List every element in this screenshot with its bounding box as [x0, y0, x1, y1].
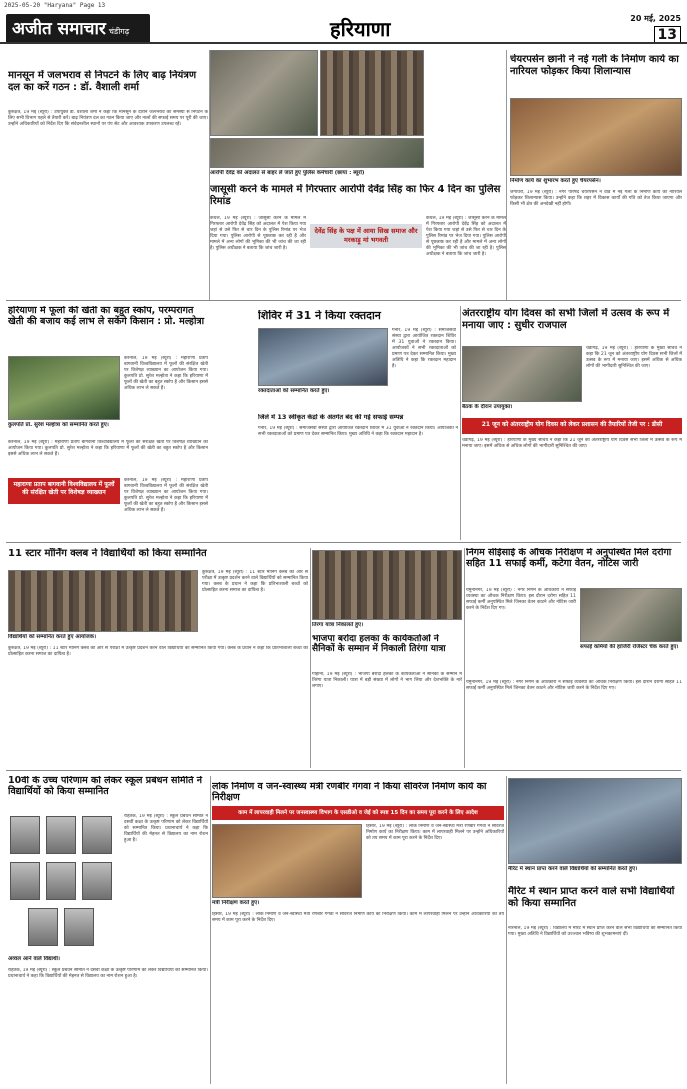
body-class10: रोहतक, 19 मई (ब्यूरो) : स्कूल प्रबंधन समिति ने दसवीं कक्षा के उत्कृष्ट परिणाम को लेकर विद्यार्थियों को सम्मानित किया। प्रधानाचार्य ने कहा कि विद्यार्थियों की मेहनत से विद्यालय का नाम रोशन हुआ है।: [124, 814, 208, 843]
body-spy-case: कैथल, 19 मई (ब्यूरो) : जासूसी करने के मामले में गिरफ्तार आरोपी देवेंद्र सिंह को अदालत में पेश किया गया जहां से उसे फिर से चार दिन के पुलिस रिमांड पर भेज दिया गया। पुलिस आरोपी से पूछताछ कर रही है और मामले में अन्य लोगों की भूमिका की भी जांच की जा रही है। पुलिस अधीक्षक ने बताया कि जांच जारी है।: [210, 216, 306, 251]
body-jagadhri: जगाधरी, 19 मई (ब्यूरो) : नगर परिषद चेयरपर्सन ने वार्ड में नई गली के निर्माण कार्य का नारियल फोड़कर शिलान्यास किया। उन्होंने कहा कि शहर में विकास कार्यों की गति को तेज किया जाएगा और किसी भी क्षेत्र की अनदेखी नहीं होगी।: [510, 190, 682, 207]
column-divider: [209, 50, 210, 300]
caption-yoga: बैठक के दौरान उपायुक्त।: [462, 404, 513, 410]
headline-merit: मैरिट में स्थान प्राप्त करने वाले सभी विद्यार्थियों को किया सम्मानित: [508, 886, 675, 909]
body-camp-2: गनौर, 19 मई (ब्यूरो) : समाजसेवी संस्था द्वारा आयोजित रक्तदान शिविर में 31 युवाओं ने रक्तदान किया। आयोजकों ने सभी रक्तदाताओं को प्रमाण पत्र देकर सम्मानित किया। मुख्य अतिथि ने कहा कि रक्तदान महादान है।: [258, 426, 458, 437]
newspaper-logo: [6, 14, 150, 44]
body-tiranga: गोहाना, 19 मई (ब्यूरो) : भाजपा बरोदा हलका के कार्यकर्ताओं ने सैनिकों के सम्मान में तिरंगा यात्रा निकाली। यात्रा में बड़ी संख्या में लोगों ने भाग लिया और देशभक्ति के नारे लगाए।: [312, 672, 462, 689]
date-box: [630, 13, 681, 44]
headline-camp: शिविर में 31 ने किया रक्तदान: [258, 310, 381, 322]
column-divider: [506, 776, 507, 1084]
body-nigam: यमुनानगर, 19 मई (ब्यूरो) : नगर निगम के अधिकारी ने सफाई व्यवस्था का औचक निरीक्षण किया। इस दौरान दरोगा सहित 11 सफाई कर्मी अनुपस्थित मिले जिनका वेतन काटने और नोटिस जारी करने के निर्देश दिए गए।: [466, 588, 576, 611]
body-yoga-2: चंडीगढ़, 19 मई (ब्यूरो) : हरियाणा के मुख्य सचिव ने कहा कि 21 जून को अंतरराष्ट्रीय योग दिवस सभी जिलों में उत्सव के रूप में मनाया जाए। इसमें अधिक से अधिक लोगों की भागीदारी सुनिश्चित की जाए।: [462, 438, 682, 449]
section-title: हरियाणा: [330, 17, 391, 41]
headline-spy-case: जासूसी करने के मामले में गिरफ्तार आरोपी देवेंद्र सिंह का फिर 4 दिन का पुलिस रिमांड: [210, 184, 501, 207]
redbox-yoga: 21 जून को अंतरराष्ट्रीय योग दिवस को लेकर प्रशासन की तैयारियों तेजी पर : डीसी: [462, 418, 682, 434]
headline-nigam: निगम सीईसाई के औचक निरीक्षण में अनुपस्थित मिले दरोगा सहित 11 सफाई कर्मी, कटेगा वेतन, नोटिस जारी: [466, 548, 672, 569]
student-photo: [82, 862, 112, 900]
column-divider: [310, 548, 311, 768]
edition-city: चंडीगढ़: [108, 27, 130, 36]
student-photo: [10, 862, 40, 900]
divider-row3: [6, 770, 681, 771]
headline-morning-club: 11 स्टार मॉर्निंग क्लब ने विद्यार्थियों को किया सम्मानित: [8, 548, 207, 559]
headline-jagadhri: चेयरपर्सन छानी ने नई गली के निर्माण कार्य का नारियल फोड़कर किया शिलान्यास: [510, 54, 679, 77]
headline-yoga: अंतरराष्ट्रीय योग दिवस को सभी जिलों में उत्सव के रूप में मनाया जाए : सुधीर राजपाल: [462, 308, 670, 331]
redbox-flowers: महाराणा प्रताप बागवानी विश्वविद्यालय में फूलों की संरक्षित खेती पर विशेषज्ञ व्याख्यान: [8, 478, 120, 504]
photo-flowers: [8, 356, 120, 420]
body-gangwa: हिसार, 19 मई (ब्यूरो) : लोक निर्माण व जन-स्वास्थ्य मंत्री रणबीर गंगवा ने सीवरेज निर्माण कार्य का निरीक्षण किया। काम में लापरवाही मिलने पर उन्होंने अधिकारियों को तय समय में काम पूरा करने के निर्देश दिए।: [366, 824, 504, 841]
column-divider: [210, 776, 211, 1084]
body-flowers-3: करनाल, 19 मई (ब्यूरो) : महाराणा प्रताप बागवानी विश्वविद्यालय में फूलों की संरक्षित खेती पर विशेषज्ञ व्याख्यान का आयोजन किया गया। कुलपति प्रो. सुरेश मल्होत्रा ने कहा कि हरियाणा में फूलों की खेती का बहुत स्कोप है और किसान इससे अधिक लाभ ले सकते हैं।: [124, 478, 208, 513]
body-flowers: करनाल, 19 मई (ब्यूरो) : महाराणा प्रताप बागवानी विश्वविद्यालय में फूलों की संरक्षित खेती पर विशेषज्ञ व्याख्यान का आयोजन किया गया। कुलपति प्रो. सुरेश मल्होत्रा ने कहा कि हरियाणा में फूलों की खेती का बहुत स्कोप है और किसान इससे अधिक लाभ ले सकते हैं।: [124, 356, 208, 391]
photo-tiranga: [312, 550, 462, 620]
photo-jagadhri: [510, 98, 682, 176]
student-photo: [64, 908, 94, 946]
caption-flowers: कुलपति प्रो. सुरेश मल्होत्रा को सम्मानित करते हुए।: [8, 422, 109, 428]
body-nigam-2: यमुनानगर, 19 मई (ब्यूरो) : नगर निगम के अधिकारी ने सफाई व्यवस्था का औचक निरीक्षण किया। इस दौरान दरोगा सहित 11 सफाई कर्मी अनुपस्थित मिले जिनका वेतन काटने और नोटिस जारी करने के निर्देश दिए गए।: [466, 680, 682, 691]
body-morning-club-2: कुरुक्षेत्र, 19 मई (ब्यूरो) : 11 स्टार मॉर्निंग क्लब की ओर से परीक्षा में उत्कृष्ट प्रदर्शन करने वाले विद्यार्थियों को सम्मानित किया गया। क्लब के प्रधान ने कहा कि प्रतिभाशाली बच्चों को प्रोत्साहित करना समाज का दायित्व है।: [8, 646, 308, 657]
masthead: [0, 11, 687, 44]
photo-merit: [508, 778, 682, 864]
sidebox-spy-case: देवेंद्र सिंह के पक्ष में आया सिख समाज और मरकाड़ू मां भगवती: [310, 224, 422, 248]
caption-jagadhri: निर्माण कार्य का शुभारंभ करते हुए चेयरपर्सन।: [510, 178, 601, 184]
body-class10-2: रोहतक, 19 मई (ब्यूरो) : स्कूल प्रबंधन समिति ने दसवीं कक्षा के उत्कृष्ट परिणाम को लेकर विद्यार्थियों को सम्मानित किया। प्रधानाचार्य ने कहा कि विद्यार्थियों की मेहनत से विद्यालय का नाम रोशन हुआ है।: [8, 968, 208, 979]
student-photo: [10, 816, 40, 854]
subhead-camp: जिले में 13 स्वीकृत केंद्रों के अंतर्गत बंद की गई सफाई सम्पन्न: [258, 414, 404, 421]
caption-morning-club: विद्यार्थियों को सम्मानित करते हुए आयोजक।: [8, 634, 97, 640]
photo-nigam: [580, 588, 682, 642]
photo-morning-club: [8, 570, 198, 632]
column-divider: [506, 50, 507, 300]
body-flood: कुरुक्षेत्र, 19 मई (ब्यूरो) : उपायुक्त डॉ. वैशाली शर्मा ने कहा कि मानसून के दौरान जलभराव की समस्या से निपटने के लिए सभी विभाग पहले से तैयारी करें। बाढ़ नियंत्रण दल का गठन किया जाए और नालों की सफाई समय पर पूरी की जाए। उन्होंने अधिकारियों को निर्देश दिए कि संवेदनशील स्थानों पर पंप सेट और आवश्यक उपकरण उपलब्ध रहें।: [8, 110, 208, 127]
photo-meeting: [210, 138, 424, 168]
column-divider: [464, 548, 465, 768]
caption-class10: अव्वल आने वाले विद्यार्थी।: [8, 956, 60, 962]
column-divider: [460, 306, 461, 540]
print-info-line: 2025-05-20 "Haryana" Page 13: [4, 2, 106, 9]
photo-flood: [210, 50, 318, 136]
redbar-gangwa: काम में लापरवाही मिलने पर जनस्वास्थ्य विभाग के एसडीओ व जेई को स्पष्ट 15 दिन का समय पूरा करने के लिए आदेश: [212, 806, 504, 820]
body-spy-case-2: कैथल, 19 मई (ब्यूरो) : जासूसी करने के मामले में गिरफ्तार आरोपी देवेंद्र सिंह को अदालत में पेश किया गया जहां से उसे फिर से चार दिन के पुलिस रिमांड पर भेज दिया गया। पुलिस आरोपी से पूछताछ कर रही है और मामले में अन्य लोगों की भूमिका की भी जांच की जा रही है। पुलिस अधीक्षक ने बताया कि जांच जारी है।: [426, 216, 506, 257]
body-flowers-2: करनाल, 19 मई (ब्यूरो) : महाराणा प्रताप बागवानी विश्वविद्यालय में फूलों की संरक्षित खेती पर विशेषज्ञ व्याख्यान का आयोजन किया गया। कुलपति प्रो. सुरेश मल्होत्रा ने कहा कि हरियाणा में फूलों की खेती का बहुत स्कोप है और किसान इससे अधिक लाभ ले सकते हैं।: [8, 440, 208, 457]
student-photo: [82, 816, 112, 854]
issue-date: 20 मई, 2025: [630, 14, 681, 23]
body-merit: नारनौल, 19 मई (ब्यूरो) : विद्यालय में मैरिट में स्थान प्राप्त करने वाले सभी विद्यार्थियों को सम्मानित किया गया। मुख्य अतिथि ने विद्यार्थियों को उज्ज्वल भविष्य की शुभकामनाएं दीं।: [508, 926, 682, 937]
headline-class10: 10वीं के उच्च परिणाम को लेकर स्कूल प्रबंधन समिति ने विद्यार्थियों को किया सम्मानित: [8, 776, 203, 797]
caption-camp: रक्तदाताओं को सम्मानित करते हुए।: [258, 388, 330, 394]
body-gangwa-2: हिसार, 19 मई (ब्यूरो) : लोक निर्माण व जन-स्वास्थ्य मंत्री रणबीर गंगवा ने सीवरेज निर्माण कार्य का निरीक्षण किया। काम में लापरवाही मिलने पर उन्होंने अधिकारियों को तय समय में काम पूरा करने के निर्देश दिए।: [212, 912, 504, 923]
caption-gangwa: मंत्री निरीक्षण करते हुए।: [212, 900, 260, 906]
student-photo: [46, 862, 76, 900]
photo-accused: [320, 50, 424, 136]
caption-nigam: सफाई कर्मियों की हाजिरी रजिस्टर चेक करते हुए।: [580, 644, 679, 650]
student-photo: [28, 908, 58, 946]
student-photos: [8, 814, 120, 954]
caption-accused: आरोपी देवेंद्र को अदालत से बाहर ले जाते हुए पुलिस कर्मचारी (छाया : ब्यूरो): [210, 170, 365, 176]
page-number: 13: [654, 26, 681, 44]
newspaper-name: अजीत समाचार: [12, 19, 106, 39]
photo-camp: [258, 328, 388, 386]
divider-row1: [6, 300, 681, 301]
caption-merit: मैरिट में स्थान प्राप्त करने वाले विद्यार्थियों को सम्मानित करते हुए।: [508, 866, 638, 872]
divider-row2: [6, 542, 681, 543]
student-photo: [46, 816, 76, 854]
headline-gangwa: लोक निर्माण व जन-स्वास्थ्य मंत्री रणबीर गंगवा ने किया सीवरेज निर्माण कार्य का निरीक्षण: [212, 782, 487, 803]
body-camp: गनौर, 19 मई (ब्यूरो) : समाजसेवी संस्था द्वारा आयोजित रक्तदान शिविर में 31 युवाओं ने रक्तदान किया। आयोजकों ने सभी रक्तदाताओं को प्रमाण पत्र देकर सम्मानित किया। मुख्य अतिथि ने कहा कि रक्तदान महादान है।: [392, 328, 456, 369]
headline-flowers: हरियाणा में फूलों की खेती का बहुत स्कोप, परम्परागत खेती की बजाय कई लाभ ले सकेंगे किसान : प्रो. मल्होत्रा: [8, 306, 205, 327]
headline-tiranga: भाजपा बरोदा हलका के कार्यकर्ताओं ने सैनिकों के सम्मान में निकाली तिरंगा यात्रा: [312, 634, 446, 655]
body-morning-club: कुरुक्षेत्र, 19 मई (ब्यूरो) : 11 स्टार मॉर्निंग क्लब की ओर से परीक्षा में उत्कृष्ट प्रदर्शन करने वाले विद्यार्थियों को सम्मानित किया गया। क्लब के प्रधान ने कहा कि प्रतिभाशाली बच्चों को प्रोत्साहित करना समाज का दायित्व है।: [202, 570, 308, 593]
body-yoga: चंडीगढ़, 19 मई (ब्यूरो) : हरियाणा के मुख्य सचिव ने कहा कि 21 जून को अंतरराष्ट्रीय योग दिवस सभी जिलों में उत्सव के रूप में मनाया जाए। इसमें अधिक से अधिक लोगों की भागीदारी सुनिश्चित की जाए।: [586, 346, 682, 369]
headline-flood: मानसून में जलभराव से निपटने के लिए बाढ़ नियंत्रण दल का करें गठन : डॉ. वैशाली शर्मा: [8, 70, 197, 93]
caption-tiranga: तिरंगा यात्रा निकालते हुए।: [312, 622, 364, 628]
photo-gangwa: [212, 824, 362, 898]
photo-yoga: [462, 346, 582, 402]
